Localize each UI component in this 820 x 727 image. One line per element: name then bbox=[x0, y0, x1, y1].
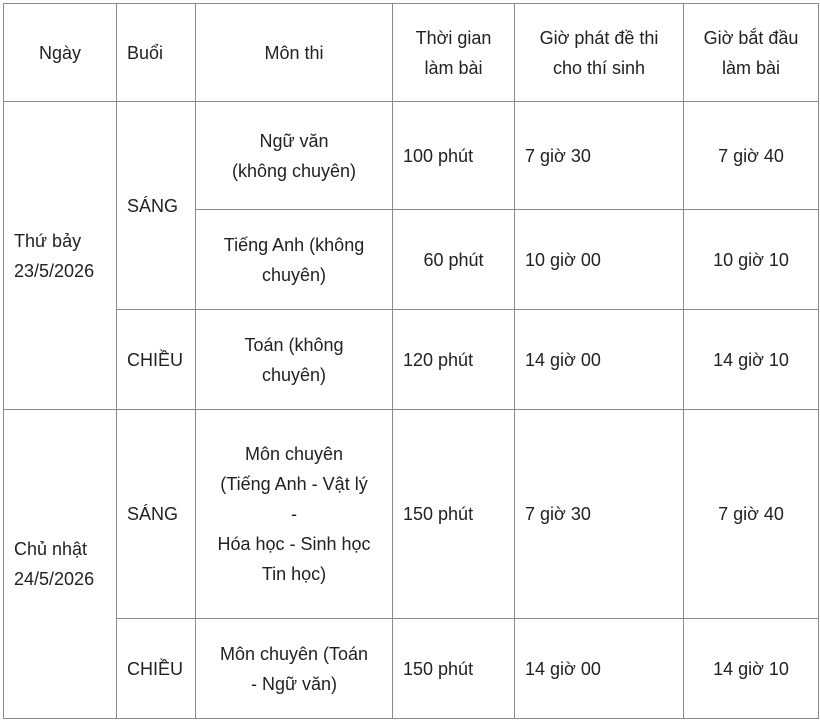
duration-cell: 150 phút bbox=[393, 619, 515, 719]
table-row bbox=[4, 310, 819, 410]
header-day: Ngày bbox=[4, 4, 117, 102]
subject-cell: Môn chuyên (Tiếng Anh - Vật lý - Hóa học - Sinh học Tin học) bbox=[196, 410, 393, 619]
distribution-time-cell: 7 giờ 30 bbox=[515, 410, 684, 619]
session-cell: CHIỀU bbox=[117, 619, 196, 719]
start-time-cell: 7 giờ 40 bbox=[684, 102, 819, 210]
session-cell: SÁNG bbox=[117, 102, 196, 310]
session-cell: SÁNG bbox=[117, 410, 196, 619]
exam-schedule-table bbox=[3, 3, 819, 719]
day-cell: Thứ bảy 23/5/2026 bbox=[4, 102, 117, 410]
session-cell: CHIỀU bbox=[117, 310, 196, 410]
duration-cell: 120 phút bbox=[393, 310, 515, 410]
start-time-cell: 14 giờ 10 bbox=[684, 619, 819, 719]
start-time-cell: 7 giờ 40 bbox=[684, 410, 819, 619]
header-start-time: Giờ bắt đầu làm bài bbox=[684, 4, 819, 102]
table-row bbox=[4, 619, 819, 719]
distribution-time-cell: 7 giờ 30 bbox=[515, 102, 684, 210]
subject-cell: Toán (không chuyên) bbox=[196, 310, 393, 410]
table-header-row bbox=[4, 4, 819, 102]
header-distribution-time: Giờ phát đề thi cho thí sinh bbox=[515, 4, 684, 102]
header-session: Buổi bbox=[117, 4, 196, 102]
duration-cell: 150 phút bbox=[393, 410, 515, 619]
header-subject: Môn thi bbox=[196, 4, 393, 102]
table-row bbox=[4, 102, 819, 210]
subject-cell: Tiếng Anh (không chuyên) bbox=[196, 210, 393, 310]
distribution-time-cell: 14 giờ 00 bbox=[515, 619, 684, 719]
distribution-time-cell: 10 giờ 00 bbox=[515, 210, 684, 310]
table-row bbox=[4, 410, 819, 619]
subject-cell: Môn chuyên (Toán - Ngữ văn) bbox=[196, 619, 393, 719]
day-cell: Chủ nhật 24/5/2026 bbox=[4, 410, 117, 719]
duration-cell: 100 phút bbox=[393, 102, 515, 210]
start-time-cell: 14 giờ 10 bbox=[684, 310, 819, 410]
header-duration: Thời gian làm bài bbox=[393, 4, 515, 102]
distribution-time-cell: 14 giờ 00 bbox=[515, 310, 684, 410]
duration-cell: 60 phút bbox=[393, 210, 515, 310]
subject-cell: Ngữ văn (không chuyên) bbox=[196, 102, 393, 210]
start-time-cell: 10 giờ 10 bbox=[684, 210, 819, 310]
